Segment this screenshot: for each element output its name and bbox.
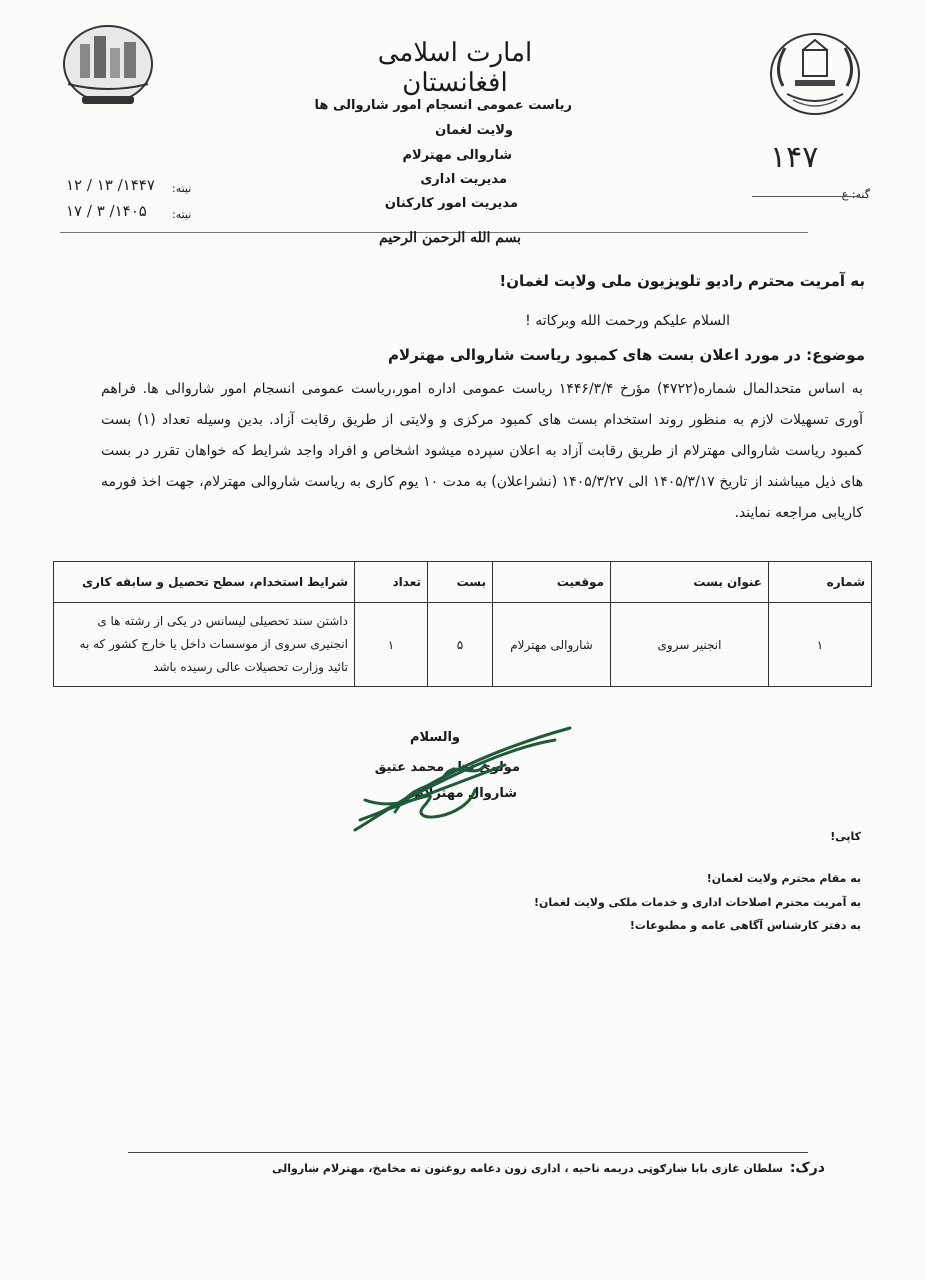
col-grade: بست [428,562,493,603]
header-line-general-directorate: ریاست عمومی انسجام امور شاروالی ها [314,98,572,113]
date-hijri-label: نیته: [172,182,192,195]
vacancy-table [53,561,872,687]
cell-requirements: داشتن سند تحصیلی لیسانس در یکی از رشته ها ی انجنیری سروی از موسسات داخل یا خارج کشور که به تائید وزارت تحصیلات عالی رسیده باشد [54,603,355,687]
col-location: موقعیت [493,562,611,603]
footer-address: سلطان غازی بابا ښارګوټی دریمه ناحیه ، اداری زون دعامه روغتون ته مخامخ، مهترلام ښاروالی [271,1162,783,1175]
reference-number-label: گنه: ع [841,188,870,201]
letter-body: به اساس متحدالمال شماره(۴۷۲۲) مؤرخ ۱۴۴۶/۳/۴ ریاست عمومی اداره امور،ریاست عمومی انسجام امور شاروالی ها. فراهم آوری تسهیلات لازم به منظور روند استخدام بست های کمبود مرکزی و ولایتی از طریق رقابت آزاد. بدین وسیله تعداد (۱) بست کمبود ریاست شاروالی مهترلام از طریق رقابت آزاد به اعلان سپرده میشود اشخاص و افراد واجد شرایط که خواهان تقرر در بست های ذیل میباشند از تاریخ ۱۴۰۵/۳/۱۷ الی ۱۴۰۵/۳/۲۷ (نشراعلان) به مدت ۱۰ یوم کاری به ریاست شاروالی مهترلام، جهت اخذ فورمه کاریابی مراجعه نمایند. [101,381,864,521]
cell-title: انجنیر سروی [611,603,769,687]
table-header-row [54,562,872,603]
copy-item: به مقام محترم ولایت لغمان! [706,872,861,885]
header-line-municipality: شاروالی مهترلام [402,148,512,163]
date-hijri-value: ۱۴۴۷/ ۱۳ / ۱۲ [66,176,155,194]
footer-address-label: درک: [789,1160,825,1176]
col-requirements: شرایط استخدام، سطح تحصیل و سابقه کاری [54,562,355,603]
col-count: تعداد [355,562,428,603]
signer-name: مولوی نظر محمد عتیق [374,760,520,775]
col-title: عنوان بست [611,562,769,603]
signature-scribble-icon [345,720,585,840]
header-line-admin-dept: مدیریت اداری [420,172,507,187]
greeting: السلام علیکم ورحمت الله وبرکاته ! [525,313,730,329]
date-solar-label: نیته: [172,208,192,221]
reference-number-underline [752,196,860,197]
copy-item: به دفتر کارشناس آگاهی عامه و مطبوعات! [629,919,861,932]
cell-count: ۱ [355,603,428,687]
bismillah: بسم الله الرحمن الرحیم [379,230,521,246]
emirate-emblem-icon [765,28,865,120]
reference-number-value: ۱۴۷ [770,140,819,175]
cell-grade: ۵ [428,603,493,687]
signer-title: شاروال مهترلام [414,786,517,801]
copies-label: کاپی! [830,830,861,843]
date-solar-value: ۱۴۰۵/ ۳ / ۱۷ [66,202,147,220]
municipality-logo-icon [60,22,156,110]
copy-item: به آمریت محترم اصلاحات اداری و خدمات ملکی ولایت لغمان! [533,896,861,909]
header-line-staff-dept: مدیریت امور کارکنان [384,196,518,211]
cell-location: شاروالی مهترلام [493,603,611,687]
calligraphy-title: امارت اسلامی افغانستان [377,38,533,98]
header-line-province: ولایت لغمان [435,123,513,138]
addressee: به آمریت محترم رادیو تلویزیون ملی ولایت لغمان! [499,272,865,290]
closing: والسلام [409,730,460,745]
footer-divider [128,1152,808,1153]
col-number: شماره [769,562,872,603]
subject-line: موضوع: در مورد اعلان بست های کمبود ریاست شاروالی مهترلام [388,346,865,364]
cell-number: ۱ [769,603,872,687]
table-row [54,603,872,687]
